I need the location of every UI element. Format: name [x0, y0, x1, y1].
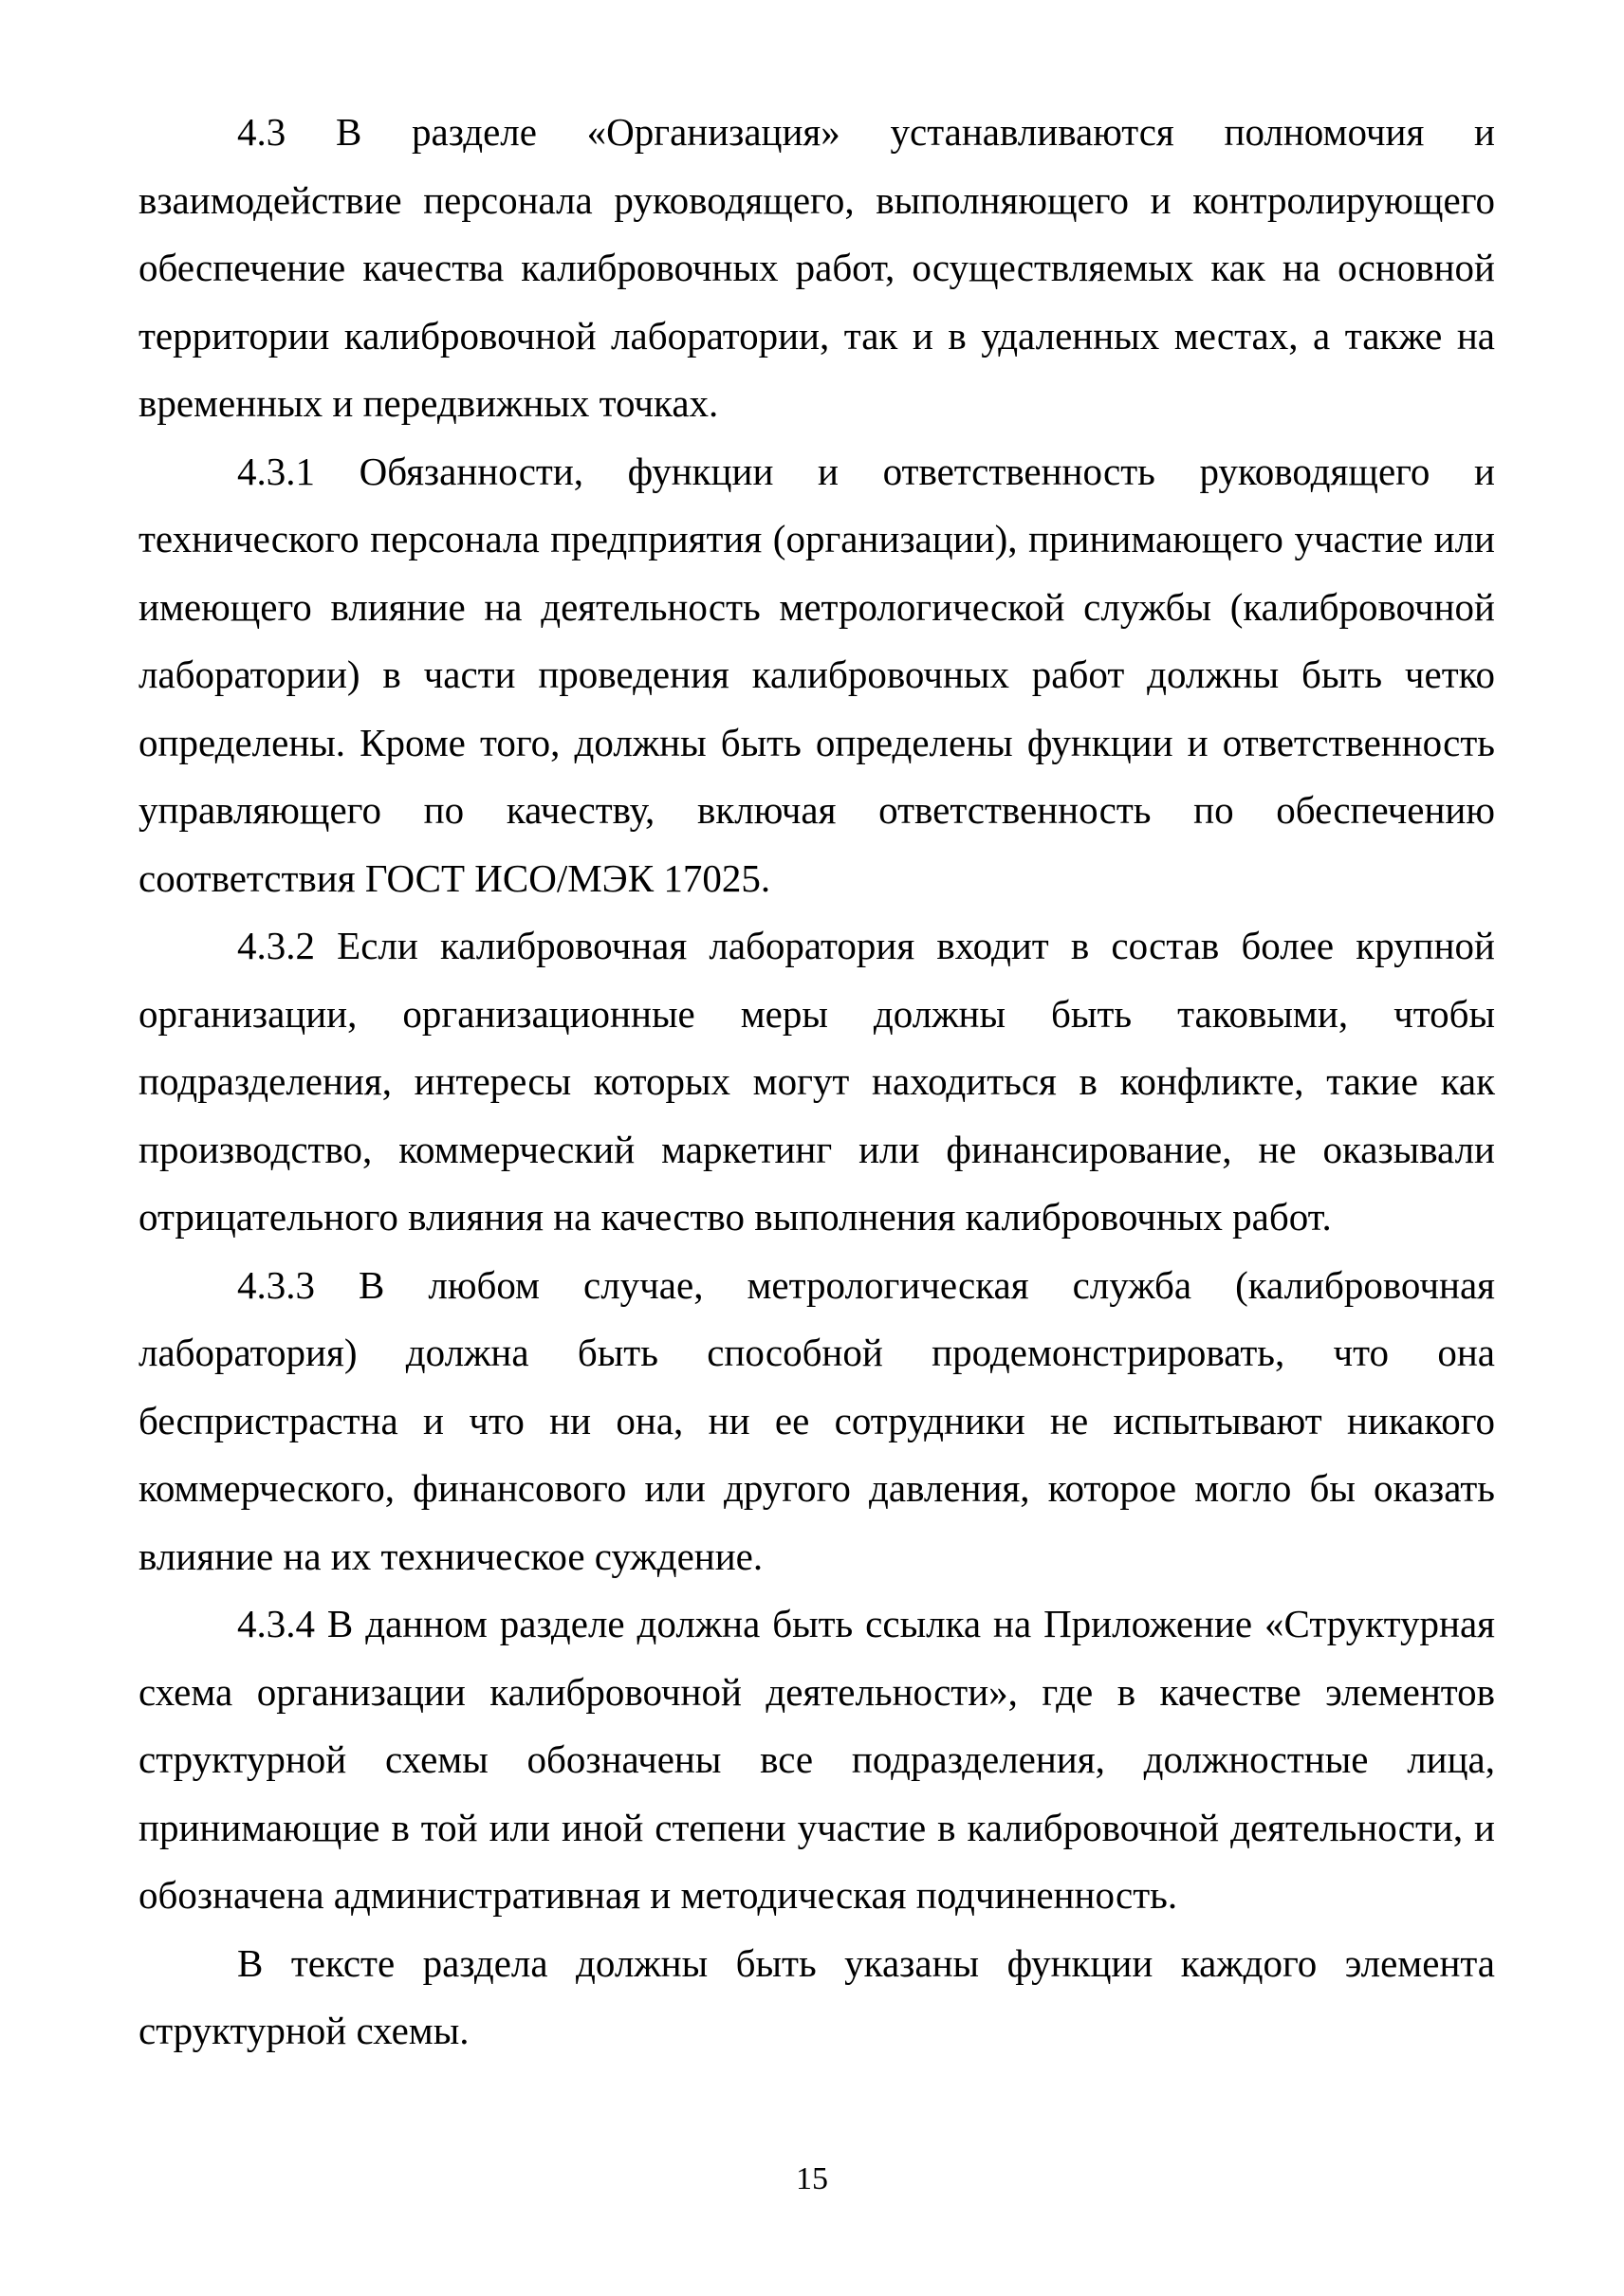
paragraph-4-3-3: 4.3.3 В любом случае, метрологическая служба (калибровочная лаборатория) должна быть способной продемонстрировать, что она беспристрастна и что ни она, ни ее сотрудники не испытывают никакого коммерческого, финансового или другого давления, которое могло бы оказать влияние на их техническое суждение. — [138, 1262, 1495, 1578]
document-body — [138, 99, 1495, 2066]
paragraph-4-3-4: 4.3.4 В данном разделе должна быть ссылка на Приложение «Структурная схема организации калибровочной деятельности», где в качестве элементов структурной схемы обозначены все подразделения, должностные лица, принимающие в той или иной степени участие в калибровочной деятельности, и обозначена административная и методическая подчиненность. — [138, 1602, 1495, 1917]
paragraph-structural-scheme-functions: В тексте раздела должны быть указаны функции каждого элемента структурной схемы. — [138, 1940, 1495, 2052]
paragraph-4-3-2: 4.3.2 Если калибровочная лаборатория входит в состав более крупной организации, организационные меры должны быть таковыми, чтобы подразделения, интересы которых могут находиться в конфликте, такие как производство, коммерческий маркетинг или финансирование, не оказывали отрицательного влияния на качество выполнения калибровочных работ. — [138, 924, 1495, 1239]
paragraph-4-3: 4.3 В разделе «Организация» устанавливаются полномочия и взаимодействие персонала руководящего, выполняющего и контролирующего обеспечение качества калибровочных работ, осуществляемых как на основной территории калибровочной лаборатории, так и в удаленных местах, а также на временных и передвижных точках. — [138, 110, 1495, 425]
page-number: 15 — [796, 2161, 828, 2196]
paragraph-4-3-1: 4.3.1 Обязанности, функции и ответственность руководящего и технического персонала предприятия (организации), принимающего участие или имеющего влияние на деятельность метрологической службы (калибровочной лаборатории) в части проведения калибровочных работ должны быть четко определены. Кроме того, должны быть определены функции и ответственность управляющего по качеству, включая ответственность по обеспечению соответствия ГОСТ ИСО/МЭК 17025. — [138, 449, 1495, 900]
